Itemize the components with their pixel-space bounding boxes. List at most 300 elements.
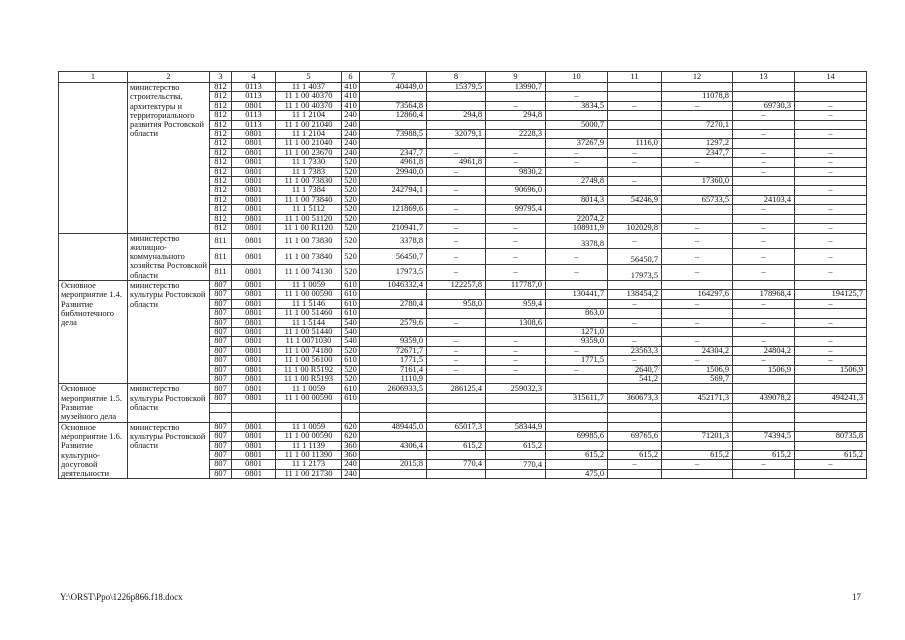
amount-cell: –: [427, 356, 486, 365]
table-row: [59, 83, 867, 92]
code-cell: 11 1 00 00590: [276, 432, 342, 441]
amount-cell: –: [608, 101, 662, 110]
code-cell: 11 1 0059: [276, 384, 342, 394]
column-header: 6: [342, 72, 360, 83]
amount-cell: [662, 384, 733, 394]
code-cell: 0801: [232, 249, 276, 265]
amount-cell: [733, 375, 795, 384]
code-cell: 0113: [232, 120, 276, 129]
amount-cell: [360, 120, 427, 129]
code-cell: 11 1 5112: [276, 205, 342, 214]
code-cell: 11 1 7384: [276, 186, 342, 195]
amount-cell: 615,2: [608, 451, 662, 460]
amount-cell: 452171,3: [662, 394, 733, 404]
code-cell: 11 1 00 73830: [276, 233, 342, 249]
code-cell: 11 1 00 21730: [276, 469, 342, 479]
amount-cell: –: [662, 233, 733, 249]
code-cell: 0801: [232, 422, 276, 431]
code-cell: 0801: [232, 328, 276, 337]
amount-cell: 210941,7: [360, 224, 427, 233]
amount-cell: [486, 214, 546, 223]
amount-cell: [608, 441, 662, 450]
amount-cell: [662, 83, 733, 92]
code-cell: 812: [210, 186, 232, 195]
amount-cell: 294,8: [427, 111, 486, 120]
code-cell: 812: [210, 195, 232, 204]
amount-cell: [662, 214, 733, 223]
amount-cell: –: [486, 101, 546, 110]
code-cell: 0801: [232, 148, 276, 157]
amount-cell: [427, 375, 486, 384]
code-cell: 0801: [232, 356, 276, 365]
amount-cell: 3378,8: [546, 233, 608, 249]
code-cell: 610: [342, 299, 360, 308]
amount-cell: [795, 83, 867, 92]
amount-cell: 494241,3: [795, 394, 867, 404]
amount-cell: 58344,9: [486, 422, 546, 431]
code-cell: 11 1 00 56100: [276, 356, 342, 365]
column-header: 14: [795, 72, 867, 83]
code-cell: 807: [210, 309, 232, 318]
amount-cell: [360, 309, 427, 318]
budget-table: [58, 71, 867, 479]
amount-cell: –: [733, 233, 795, 249]
amount-cell: –: [795, 318, 867, 327]
code-cell: 807: [210, 346, 232, 355]
amount-cell: 2228,3: [486, 130, 546, 139]
amount-cell: 1506,9: [662, 365, 733, 374]
amount-cell: [546, 205, 608, 214]
amount-cell: 1271,0: [546, 328, 608, 337]
amount-cell: 1297,2: [662, 139, 733, 148]
code-cell: 811: [210, 249, 232, 265]
code-cell: 0801: [232, 139, 276, 148]
amount-cell: 56450,7: [608, 249, 662, 265]
measure-name-cell: [59, 233, 128, 280]
amount-cell: [795, 328, 867, 337]
amount-cell: 2606933,5: [360, 384, 427, 394]
code-cell: 610: [342, 384, 360, 394]
code-cell: 11 1 00 40370: [276, 101, 342, 110]
amount-cell: –: [427, 265, 486, 281]
code-cell: 610: [342, 280, 360, 289]
amount-cell: 22074,2: [546, 214, 608, 223]
amount-cell: [360, 451, 427, 460]
amount-cell: [733, 384, 795, 394]
amount-cell: [733, 186, 795, 195]
amount-cell: 194125,7: [795, 290, 867, 299]
code-cell: 812: [210, 101, 232, 110]
code-cell: 0801: [232, 265, 276, 281]
amount-cell: –: [795, 148, 867, 157]
amount-cell: –: [427, 233, 486, 249]
amount-cell: –: [795, 337, 867, 346]
code-cell: 11 1 00 73840: [276, 195, 342, 204]
amount-cell: 24804,2: [733, 346, 795, 355]
amount-cell: 17973,5: [360, 265, 427, 281]
table-row: [59, 280, 867, 289]
code-cell: 520: [342, 205, 360, 214]
amount-cell: [608, 422, 662, 431]
code-cell: 11 1 00 R1120: [276, 224, 342, 233]
code-cell: 360: [342, 451, 360, 460]
amount-cell: –: [733, 167, 795, 176]
amount-cell: –: [608, 177, 662, 186]
amount-cell: 54246,9: [608, 195, 662, 204]
amount-cell: [546, 422, 608, 431]
code-cell: 11 1 7330: [276, 158, 342, 167]
code-cell: 812: [210, 83, 232, 92]
amount-cell: 615,2: [795, 451, 867, 460]
code-cell: 0801: [232, 186, 276, 195]
code-cell: 11 1 00 11390: [276, 451, 342, 460]
code-cell: 11 1 7383: [276, 167, 342, 176]
code-cell: 807: [210, 451, 232, 460]
amount-cell: 29940,0: [360, 167, 427, 176]
amount-cell: [546, 403, 608, 413]
measure-name-cell: Основное мероприятие 1.6. Развитие культурно-досуговой деятельности: [59, 422, 128, 479]
code-cell: 240: [342, 148, 360, 157]
amount-cell: [608, 469, 662, 479]
code-cell: 0801: [232, 469, 276, 479]
code-cell: 0113: [232, 92, 276, 101]
amount-cell: [427, 92, 486, 101]
code-cell: 0801: [232, 451, 276, 460]
amount-cell: [486, 120, 546, 129]
header-row: [59, 72, 867, 83]
amount-cell: 164297,6: [662, 290, 733, 299]
amount-cell: [427, 413, 486, 423]
amount-cell: [795, 384, 867, 394]
amount-cell: –: [427, 249, 486, 265]
code-cell: 11 1 00 51440: [276, 328, 342, 337]
amount-cell: 770,4: [486, 460, 546, 469]
amount-cell: [608, 111, 662, 120]
code-cell: 812: [210, 148, 232, 157]
code-cell: 11 1 00 51120: [276, 214, 342, 223]
column-header: 3: [210, 72, 232, 83]
amount-cell: –: [662, 158, 733, 167]
amount-cell: [360, 413, 427, 423]
code-cell: 240: [342, 120, 360, 129]
amount-cell: 32079,1: [427, 130, 486, 139]
code-cell: 11 1 5144: [276, 318, 342, 327]
code-cell: 0801: [232, 299, 276, 308]
code-cell: 11 1 00 00590: [276, 394, 342, 404]
code-cell: 11 1 00 73840: [276, 249, 342, 265]
amount-cell: –: [662, 101, 733, 110]
amount-cell: –: [546, 265, 608, 281]
amount-cell: 360673,3: [608, 394, 662, 404]
code-cell: 11 1 00 00590: [276, 290, 342, 299]
amount-cell: 2640,7: [608, 365, 662, 374]
code-cell: 520: [342, 214, 360, 223]
column-header: 10: [546, 72, 608, 83]
code-cell: 11 1 0071030: [276, 337, 342, 346]
amount-cell: 130441,7: [546, 290, 608, 299]
amount-cell: 108911,9: [546, 224, 608, 233]
amount-cell: 3834,5: [546, 101, 608, 110]
column-header: 8: [427, 72, 486, 83]
amount-cell: 7270,1: [662, 120, 733, 129]
amount-cell: [733, 83, 795, 92]
code-cell: 520: [342, 265, 360, 281]
amount-cell: –: [662, 337, 733, 346]
amount-cell: –: [733, 299, 795, 308]
table-row: [59, 233, 867, 249]
amount-cell: 959,4: [486, 299, 546, 308]
code-cell: 610: [342, 356, 360, 365]
code-cell: 520: [342, 224, 360, 233]
amount-cell: 475,0: [546, 469, 608, 479]
code-cell: 540: [342, 337, 360, 346]
amount-cell: 102029,8: [608, 224, 662, 233]
code-cell: 807: [210, 422, 232, 431]
code-cell: [210, 413, 232, 423]
code-cell: 540: [342, 318, 360, 327]
amount-cell: [546, 413, 608, 423]
amount-cell: [795, 214, 867, 223]
amount-cell: –: [662, 249, 733, 265]
amount-cell: 1308,6: [486, 318, 546, 327]
amount-cell: –: [486, 337, 546, 346]
amount-cell: –: [427, 224, 486, 233]
amount-cell: [546, 375, 608, 384]
amount-cell: –: [427, 365, 486, 374]
amount-cell: –: [795, 346, 867, 355]
amount-cell: –: [486, 265, 546, 281]
amount-cell: [546, 460, 608, 469]
executor-name-cell: министерство строительства, архитектуры и территориального развития Ростовской области: [128, 83, 210, 234]
amount-cell: [360, 195, 427, 204]
code-cell: 520: [342, 177, 360, 186]
amount-cell: [546, 167, 608, 176]
amount-cell: 17973,5: [608, 265, 662, 281]
amount-cell: [427, 432, 486, 441]
amount-cell: 74394,5: [733, 432, 795, 441]
amount-cell: 541,2: [608, 375, 662, 384]
amount-cell: [662, 328, 733, 337]
measure-name-cell: [59, 83, 128, 234]
code-cell: 240: [342, 130, 360, 139]
amount-cell: 958,0: [427, 299, 486, 308]
amount-cell: [733, 469, 795, 479]
amount-cell: 69765,6: [608, 432, 662, 441]
amount-cell: –: [486, 233, 546, 249]
code-cell: 812: [210, 158, 232, 167]
amount-cell: –: [662, 265, 733, 281]
code-cell: 410: [342, 101, 360, 110]
code-cell: 811: [210, 233, 232, 249]
amount-cell: 615,2: [662, 451, 733, 460]
amount-cell: 9359,0: [360, 337, 427, 346]
code-cell: 812: [210, 120, 232, 129]
code-cell: 240: [342, 460, 360, 469]
amount-cell: –: [486, 249, 546, 265]
amount-cell: [608, 130, 662, 139]
amount-cell: [486, 309, 546, 318]
amount-cell: [795, 441, 867, 450]
amount-cell: [360, 328, 427, 337]
code-cell: 0801: [232, 365, 276, 374]
code-cell: 520: [342, 233, 360, 249]
amount-cell: –: [662, 224, 733, 233]
amount-cell: [427, 451, 486, 460]
amount-cell: –: [795, 356, 867, 365]
column-header: 13: [733, 72, 795, 83]
code-cell: 620: [342, 422, 360, 431]
amount-cell: –: [795, 158, 867, 167]
amount-cell: [486, 177, 546, 186]
amount-cell: 65017,3: [427, 422, 486, 431]
amount-cell: 489445,0: [360, 422, 427, 431]
amount-cell: [486, 195, 546, 204]
amount-cell: 294,8: [486, 111, 546, 120]
code-cell: 0801: [232, 158, 276, 167]
code-cell: 812: [210, 214, 232, 223]
amount-cell: [486, 139, 546, 148]
amount-cell: [486, 290, 546, 299]
amount-cell: 315611,7: [546, 394, 608, 404]
amount-cell: [662, 469, 733, 479]
amount-cell: –: [427, 186, 486, 195]
amount-cell: [546, 130, 608, 139]
code-cell: 11 1 00 40370: [276, 92, 342, 101]
amount-cell: [662, 413, 733, 423]
code-cell: 807: [210, 469, 232, 479]
amount-cell: [733, 413, 795, 423]
measure-name-cell: Основное мероприятие 1.4. Развитие библиотечного дела: [59, 280, 128, 383]
amount-cell: [546, 280, 608, 289]
amount-cell: [486, 375, 546, 384]
amount-cell: 1771,5: [360, 356, 427, 365]
code-cell: 410: [342, 92, 360, 101]
code-cell: 240: [342, 139, 360, 148]
amount-cell: [360, 177, 427, 186]
code-cell: 807: [210, 328, 232, 337]
amount-cell: 15379,5: [427, 83, 486, 92]
amount-cell: –: [486, 365, 546, 374]
amount-cell: 13990,7: [486, 83, 546, 92]
code-cell: 807: [210, 280, 232, 289]
code-cell: 812: [210, 224, 232, 233]
code-cell: 610: [342, 309, 360, 318]
amount-cell: [733, 422, 795, 431]
amount-cell: [427, 394, 486, 404]
amount-cell: [360, 403, 427, 413]
amount-cell: [360, 290, 427, 299]
amount-cell: [608, 214, 662, 223]
amount-cell: [733, 139, 795, 148]
amount-cell: 1506,9: [795, 365, 867, 374]
amount-cell: 56450,7: [360, 249, 427, 265]
code-cell: 11 1 00 R5192: [276, 365, 342, 374]
amount-cell: [662, 205, 733, 214]
amount-cell: –: [733, 460, 795, 469]
code-cell: 11 1 00 21040: [276, 139, 342, 148]
amount-cell: [486, 92, 546, 101]
amount-cell: [486, 394, 546, 404]
amount-cell: 73988,5: [360, 130, 427, 139]
code-cell: 807: [210, 375, 232, 384]
code-cell: 0801: [232, 309, 276, 318]
code-cell: [276, 413, 342, 423]
code-cell: 0801: [232, 432, 276, 441]
code-cell: 0801: [232, 337, 276, 346]
amount-cell: –: [795, 224, 867, 233]
amount-cell: 242794,1: [360, 186, 427, 195]
column-header: 12: [662, 72, 733, 83]
amount-cell: 121869,6: [360, 205, 427, 214]
code-cell: 0801: [232, 101, 276, 110]
code-cell: 812: [210, 92, 232, 101]
amount-cell: –: [546, 365, 608, 374]
code-cell: 11 1 4037: [276, 83, 342, 92]
code-cell: 807: [210, 384, 232, 394]
column-header: 11: [608, 72, 662, 83]
amount-cell: [662, 111, 733, 120]
amount-cell: –: [733, 111, 795, 120]
amount-cell: 1506,9: [733, 365, 795, 374]
amount-cell: [608, 403, 662, 413]
amount-cell: [662, 186, 733, 195]
amount-cell: [427, 195, 486, 204]
code-cell: 11 1 00 R5193: [276, 375, 342, 384]
amount-cell: [662, 280, 733, 289]
amount-cell: –: [486, 148, 546, 157]
code-cell: 240: [342, 111, 360, 120]
amount-cell: 1771,5: [546, 356, 608, 365]
amount-cell: –: [546, 249, 608, 265]
executor-name-cell: министерство жилищно-коммунального хозяйства Ростовской области: [128, 233, 210, 280]
code-cell: 410: [342, 83, 360, 92]
amount-cell: –: [546, 92, 608, 101]
amount-cell: –: [486, 158, 546, 167]
code-cell: [210, 403, 232, 413]
footer-file-path: Y:\ORST\Ppo\1226p866.f18.docx: [60, 592, 183, 602]
amount-cell: [546, 299, 608, 308]
code-cell: 812: [210, 167, 232, 176]
amount-cell: 40449,0: [360, 83, 427, 92]
amount-cell: 71201,3: [662, 432, 733, 441]
code-cell: 240: [342, 469, 360, 479]
amount-cell: 72671,7: [360, 346, 427, 355]
amount-cell: [608, 413, 662, 423]
amount-cell: [360, 394, 427, 404]
code-cell: 0801: [232, 375, 276, 384]
amount-cell: 73564,8: [360, 101, 427, 110]
code-cell: 11 1 2104: [276, 111, 342, 120]
code-cell: 11 1 0059: [276, 280, 342, 289]
amount-cell: –: [795, 233, 867, 249]
column-header: 9: [486, 72, 546, 83]
amount-cell: [608, 186, 662, 195]
footer-page-number: 17: [852, 592, 861, 602]
code-cell: 520: [342, 186, 360, 195]
code-cell: 610: [342, 290, 360, 299]
code-cell: 0801: [232, 346, 276, 355]
amount-cell: [486, 328, 546, 337]
amount-cell: [795, 120, 867, 129]
amount-cell: –: [608, 460, 662, 469]
amount-cell: 569,7: [662, 375, 733, 384]
amount-cell: 37267,9: [546, 139, 608, 148]
amount-cell: [795, 92, 867, 101]
amount-cell: 286125,4: [427, 384, 486, 394]
code-cell: 812: [210, 177, 232, 186]
code-cell: 807: [210, 356, 232, 365]
code-cell: 11 1 00 73830: [276, 177, 342, 186]
